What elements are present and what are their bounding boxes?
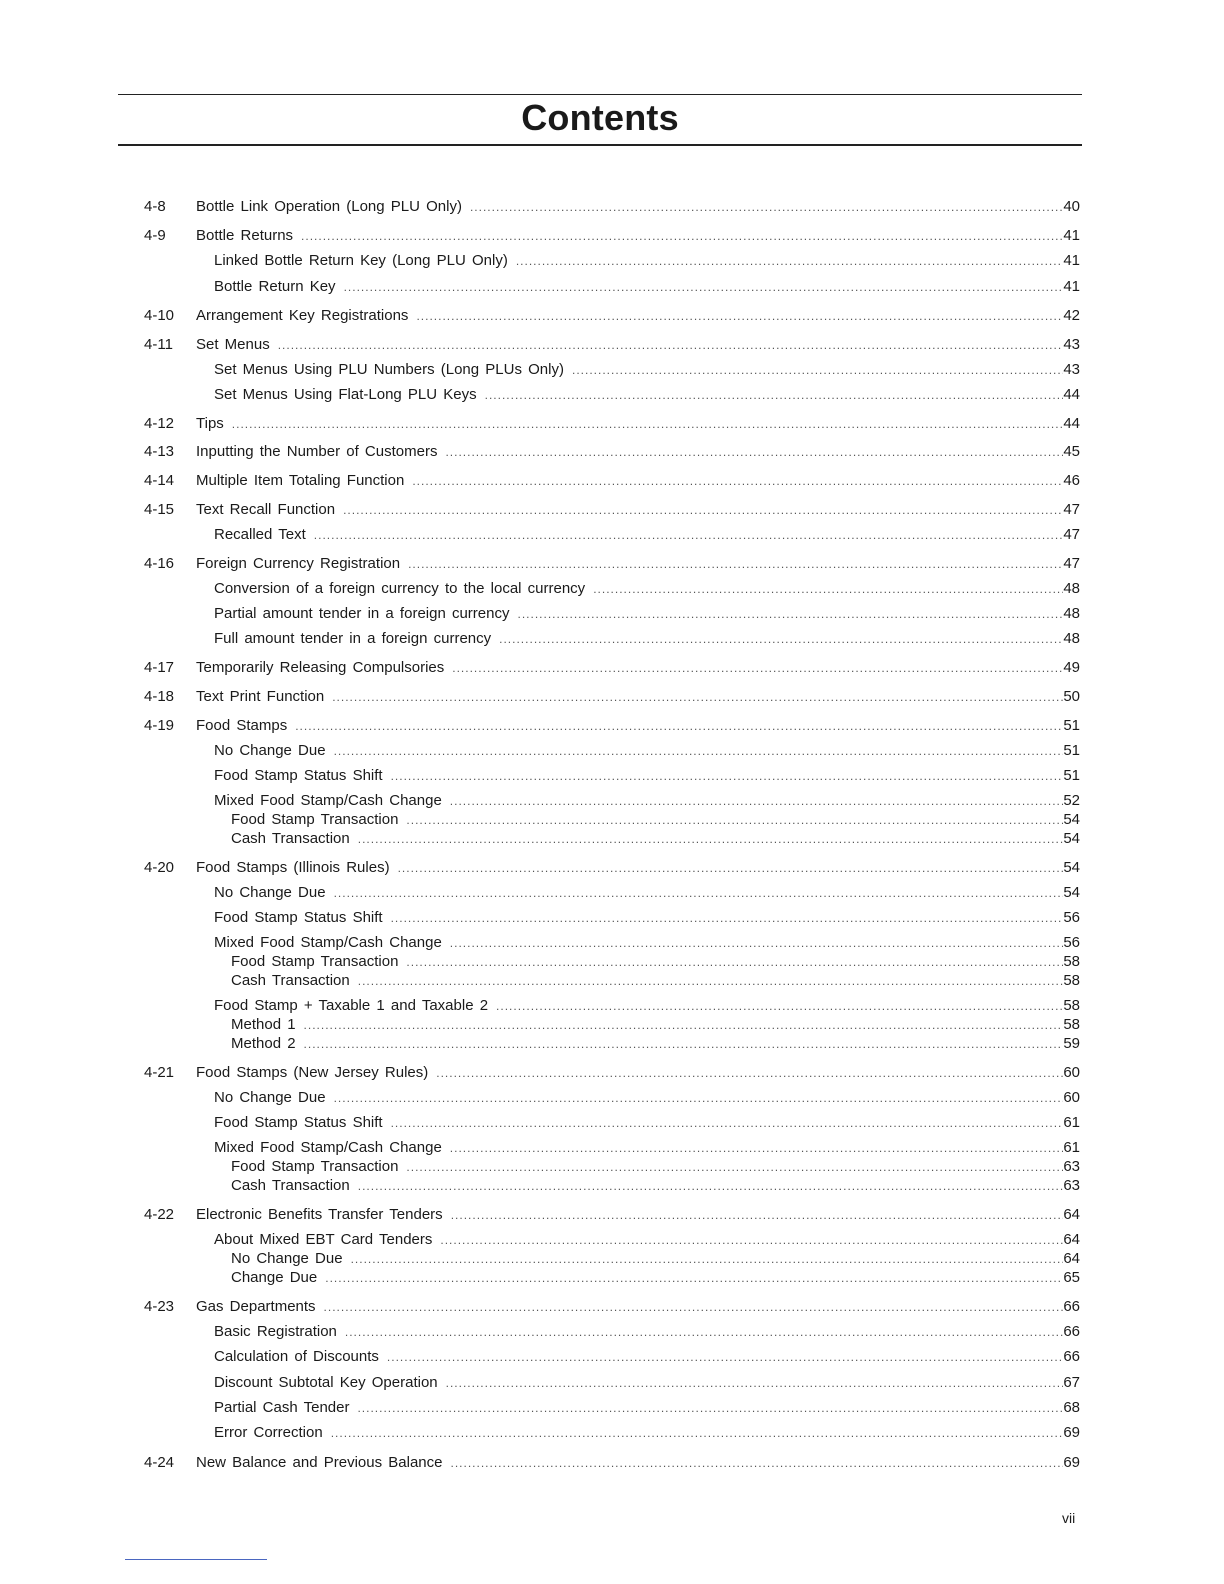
entry-title: No Change Due <box>214 884 326 901</box>
dot-leader <box>358 1177 1064 1195</box>
entry-page-number: 66 <box>1063 1348 1080 1365</box>
entry-title: No Change Due <box>214 742 326 759</box>
entry-page-number: 49 <box>1063 659 1080 676</box>
entry-title: Bottle Return Key <box>214 278 336 295</box>
entry-title: Food Stamp Status Shift <box>214 1114 383 1131</box>
toc-entry[interactable] <box>144 659 1080 677</box>
entry-page-number: 52 <box>1063 792 1080 809</box>
entry-page-number: 59 <box>1063 1035 1080 1052</box>
toc-entry[interactable] <box>231 811 1080 829</box>
entry-title: Set Menus <box>196 336 270 353</box>
entry-title: Error Correction <box>214 1424 323 1441</box>
dot-leader <box>446 1374 1064 1392</box>
dot-leader <box>450 1454 1063 1472</box>
page-number: vii <box>1062 1510 1076 1526</box>
section-number: 4-10 <box>144 307 175 324</box>
entry-title: Inputting the Number of Customers <box>196 443 438 460</box>
entry-page-number: 42 <box>1063 307 1080 324</box>
dot-leader <box>304 1035 1064 1053</box>
toc-entry[interactable] <box>144 555 1080 573</box>
section-number: 4-21 <box>144 1064 175 1081</box>
entry-title: Food Stamp + Taxable 1 and Taxable 2 <box>214 997 489 1014</box>
toc-entry[interactable] <box>144 688 1080 706</box>
entry-title: Food Stamp Status Shift <box>214 909 383 926</box>
dot-leader <box>470 198 1063 216</box>
entry-page-number: 61 <box>1063 1114 1080 1131</box>
toc-entry[interactable] <box>214 1424 1080 1442</box>
entry-page-number: 48 <box>1063 580 1080 597</box>
entry-page-number: 43 <box>1063 361 1080 378</box>
entry-title: About Mixed EBT Card Tenders <box>214 1231 433 1248</box>
entry-page-number: 45 <box>1063 443 1080 460</box>
entry-title: Mixed Food Stamp/Cash Change <box>214 1139 442 1156</box>
toc-entry[interactable] <box>144 443 1080 461</box>
entry-page-number: 44 <box>1063 386 1080 403</box>
dot-leader <box>325 1269 1063 1287</box>
toc-entry[interactable] <box>214 997 1080 1015</box>
dot-leader <box>345 1323 1063 1341</box>
dot-leader <box>451 1206 1064 1224</box>
entry-page-number: 41 <box>1063 252 1080 269</box>
section-number: 4-16 <box>144 555 175 572</box>
toc-entry[interactable] <box>214 1399 1080 1417</box>
dot-leader <box>391 909 1064 927</box>
entry-page-number: 63 <box>1063 1158 1080 1175</box>
toc-entry[interactable] <box>214 580 1080 598</box>
entry-page-number: 61 <box>1063 1139 1080 1156</box>
entry-page-number: 54 <box>1063 811 1080 828</box>
dot-leader <box>304 1016 1064 1034</box>
entry-page-number: 58 <box>1063 972 1080 989</box>
entry-title: Electronic Benefits Transfer Tenders <box>196 1206 443 1223</box>
entry-title: Method 2 <box>231 1035 296 1052</box>
toc-entry[interactable] <box>144 472 1080 490</box>
entry-title: Cash Transaction <box>231 1177 350 1194</box>
entry-page-number: 51 <box>1063 717 1080 734</box>
entry-page-number: 48 <box>1063 605 1080 622</box>
toc-entry[interactable] <box>214 386 1080 404</box>
entry-page-number: 63 <box>1063 1177 1080 1194</box>
entry-page-number: 54 <box>1063 859 1080 876</box>
entry-page-number: 47 <box>1063 526 1080 543</box>
toc-entry[interactable] <box>214 630 1080 648</box>
toc-entry[interactable] <box>214 934 1080 952</box>
toc-entry[interactable] <box>144 717 1080 735</box>
toc-entry[interactable] <box>144 198 1080 216</box>
section-number: 4-9 <box>144 227 166 244</box>
dot-leader <box>314 526 1064 544</box>
dot-leader <box>387 1348 1063 1366</box>
entry-title: Cash Transaction <box>231 830 350 847</box>
toc-entry[interactable] <box>231 953 1080 971</box>
dot-leader <box>331 1424 1064 1442</box>
dot-leader <box>301 227 1063 245</box>
entry-page-number: 68 <box>1063 1399 1080 1416</box>
dot-leader <box>324 1298 1064 1316</box>
dot-leader <box>450 1139 1064 1157</box>
dot-leader <box>391 767 1064 785</box>
toc-entry[interactable] <box>144 415 1080 433</box>
entry-title: Basic Registration <box>214 1323 337 1340</box>
entry-page-number: 43 <box>1063 336 1080 353</box>
entry-title: Food Stamps <box>196 717 288 734</box>
dot-leader <box>412 472 1063 490</box>
entry-page-number: 47 <box>1063 555 1080 572</box>
entry-title: Food Stamp Transaction <box>231 1158 399 1175</box>
dot-leader <box>572 361 1063 379</box>
dot-leader <box>436 1064 1063 1082</box>
entry-title: Full amount tender in a foreign currency <box>214 630 492 647</box>
entry-title: Partial Cash Tender <box>214 1399 350 1416</box>
entry-page-number: 60 <box>1063 1089 1080 1106</box>
toc-entry[interactable] <box>231 830 1080 848</box>
entry-title: No Change Due <box>231 1250 343 1267</box>
entry-page-number: 60 <box>1063 1064 1080 1081</box>
toc-entry[interactable] <box>214 1348 1080 1366</box>
entry-page-number: 54 <box>1063 884 1080 901</box>
dot-leader <box>344 278 1064 296</box>
section-number: 4-12 <box>144 415 175 432</box>
entry-page-number: 58 <box>1063 953 1080 970</box>
toc-entry[interactable] <box>144 307 1080 325</box>
entry-title: Food Stamp Status Shift <box>214 767 383 784</box>
toc-entry[interactable] <box>144 227 1080 245</box>
section-number: 4-20 <box>144 859 175 876</box>
section-number: 4-24 <box>144 1454 175 1471</box>
dot-leader <box>496 997 1063 1015</box>
toc-entry[interactable] <box>214 1374 1080 1392</box>
dot-leader <box>406 953 1063 971</box>
dot-leader <box>278 336 1064 354</box>
entry-title: Cash Transaction <box>231 972 350 989</box>
dot-leader <box>343 501 1063 519</box>
footer-rule <box>125 1559 267 1560</box>
toc-entry[interactable] <box>231 1035 1080 1053</box>
dot-leader <box>406 1158 1063 1176</box>
toc-entry[interactable] <box>214 252 1080 270</box>
entry-title: Bottle Link Operation (Long PLU Only) <box>196 198 462 215</box>
dot-leader <box>450 934 1064 952</box>
toc-entry[interactable] <box>144 336 1080 354</box>
dot-leader <box>334 884 1064 902</box>
entry-page-number: 40 <box>1063 198 1080 215</box>
section-number: 4-22 <box>144 1206 175 1223</box>
entry-title: Foreign Currency Registration <box>196 555 401 572</box>
toc-entry[interactable] <box>231 1269 1080 1287</box>
entry-title: Calculation of Discounts <box>214 1348 379 1365</box>
entry-page-number: 69 <box>1063 1454 1080 1471</box>
dot-leader <box>334 742 1064 760</box>
toc-entry[interactable] <box>214 767 1080 785</box>
entry-title: Method 1 <box>231 1016 296 1033</box>
toc-entry[interactable] <box>214 909 1080 927</box>
toc-entry[interactable] <box>231 1016 1080 1034</box>
entry-page-number: 65 <box>1063 1269 1080 1286</box>
entry-page-number: 46 <box>1063 472 1080 489</box>
toc-entry[interactable] <box>144 859 1080 877</box>
dot-leader <box>332 688 1063 706</box>
entry-page-number: 41 <box>1063 278 1080 295</box>
dot-leader <box>406 811 1063 829</box>
entry-title: Partial amount tender in a foreign currency <box>214 605 510 622</box>
toc-entry[interactable] <box>214 526 1080 544</box>
dot-leader <box>295 717 1063 735</box>
section-number: 4-19 <box>144 717 175 734</box>
entry-title: Food Stamps (Illinois Rules) <box>196 859 390 876</box>
dot-leader <box>391 1114 1064 1132</box>
toc-entry[interactable] <box>231 1250 1080 1268</box>
entry-title: Multiple Item Totaling Function <box>196 472 405 489</box>
entry-title: New Balance and Previous Balance <box>196 1454 443 1471</box>
toc-entry[interactable] <box>214 1114 1080 1132</box>
entry-page-number: 51 <box>1063 742 1080 759</box>
entry-title: Bottle Returns <box>196 227 294 244</box>
dot-leader <box>334 1089 1064 1107</box>
section-number: 4-18 <box>144 688 175 705</box>
entry-title: Linked Bottle Return Key (Long PLU Only) <box>214 252 508 269</box>
section-number: 4-13 <box>144 443 175 460</box>
section-number: 4-14 <box>144 472 175 489</box>
entry-page-number: 64 <box>1063 1206 1080 1223</box>
entry-title: Text Recall Function <box>196 501 336 518</box>
entry-title: Tips <box>196 415 224 432</box>
toc-entry[interactable] <box>231 1158 1080 1176</box>
entry-page-number: 64 <box>1063 1250 1080 1267</box>
entry-title: Change Due <box>231 1269 318 1286</box>
entry-title: Set Menus Using Flat-Long PLU Keys <box>214 386 477 403</box>
toc-entry[interactable] <box>214 361 1080 379</box>
toc-entry[interactable] <box>144 1206 1080 1224</box>
dot-leader <box>358 830 1064 848</box>
section-number: 4-15 <box>144 501 175 518</box>
toc-entry[interactable] <box>214 605 1080 623</box>
section-number: 4-17 <box>144 659 175 676</box>
dot-leader <box>440 1231 1063 1249</box>
toc-entry[interactable] <box>214 278 1080 296</box>
dot-leader <box>499 630 1063 648</box>
dot-leader <box>232 415 1064 433</box>
entry-page-number: 41 <box>1063 227 1080 244</box>
entry-title: Mixed Food Stamp/Cash Change <box>214 792 442 809</box>
toc-entry[interactable] <box>214 1323 1080 1341</box>
dot-leader <box>450 792 1064 810</box>
entry-page-number: 56 <box>1063 909 1080 926</box>
toc-entry[interactable] <box>214 1139 1080 1157</box>
entry-title: Temporarily Releasing Compulsories <box>196 659 445 676</box>
section-number: 4-23 <box>144 1298 175 1315</box>
toc-entry[interactable] <box>214 1089 1080 1107</box>
entry-page-number: 54 <box>1063 830 1080 847</box>
toc-entry[interactable] <box>214 742 1080 760</box>
entry-page-number: 58 <box>1063 997 1080 1014</box>
dot-leader <box>351 1250 1064 1268</box>
dot-leader <box>485 386 1064 404</box>
entry-page-number: 69 <box>1063 1424 1080 1441</box>
entry-page-number: 50 <box>1063 688 1080 705</box>
dot-leader <box>398 859 1064 877</box>
toc-entry[interactable] <box>214 1231 1080 1249</box>
entry-title: Food Stamps (New Jersey Rules) <box>196 1064 429 1081</box>
entry-title: Text Print Function <box>196 688 325 705</box>
toc-entry[interactable] <box>144 501 1080 519</box>
dot-leader <box>593 580 1063 598</box>
entry-title: Gas Departments <box>196 1298 316 1315</box>
entry-page-number: 67 <box>1063 1374 1080 1391</box>
toc-entry[interactable] <box>214 884 1080 902</box>
dot-leader <box>517 605 1063 623</box>
entry-page-number: 47 <box>1063 501 1080 518</box>
entry-title: Conversion of a foreign currency to the local currency <box>214 580 586 597</box>
entry-title: Recalled Text <box>214 526 306 543</box>
dot-leader <box>445 443 1063 461</box>
dot-leader <box>452 659 1063 677</box>
dot-leader <box>516 252 1063 270</box>
entry-page-number: 44 <box>1063 415 1080 432</box>
entry-title: Mixed Food Stamp/Cash Change <box>214 934 442 951</box>
entry-title: Food Stamp Transaction <box>231 953 399 970</box>
entry-page-number: 64 <box>1063 1231 1080 1248</box>
entry-page-number: 51 <box>1063 767 1080 784</box>
entry-title: Set Menus Using PLU Numbers (Long PLUs Only) <box>214 361 564 378</box>
dot-leader <box>357 1399 1063 1417</box>
entry-title: Arrangement Key Registrations <box>196 307 409 324</box>
section-number: 4-8 <box>144 198 166 215</box>
toc-entry[interactable] <box>144 1064 1080 1082</box>
dot-leader <box>416 307 1063 325</box>
entry-page-number: 56 <box>1063 934 1080 951</box>
toc-entry[interactable] <box>231 1177 1080 1195</box>
page-title: Contents <box>521 97 679 138</box>
section-number: 4-11 <box>144 336 173 353</box>
toc-entry[interactable] <box>144 1454 1080 1472</box>
entry-page-number: 48 <box>1063 630 1080 647</box>
entry-page-number: 66 <box>1063 1298 1080 1315</box>
toc-entry[interactable] <box>144 1298 1080 1316</box>
entry-title: No Change Due <box>214 1089 326 1106</box>
entry-page-number: 58 <box>1063 1016 1080 1033</box>
dot-leader <box>358 972 1064 990</box>
entry-title: Discount Subtotal Key Operation <box>214 1374 438 1391</box>
toc-entry[interactable] <box>231 972 1080 990</box>
entry-page-number: 66 <box>1063 1323 1080 1340</box>
dot-leader <box>408 555 1063 573</box>
entry-title: Food Stamp Transaction <box>231 811 399 828</box>
toc-entry[interactable] <box>214 792 1080 810</box>
